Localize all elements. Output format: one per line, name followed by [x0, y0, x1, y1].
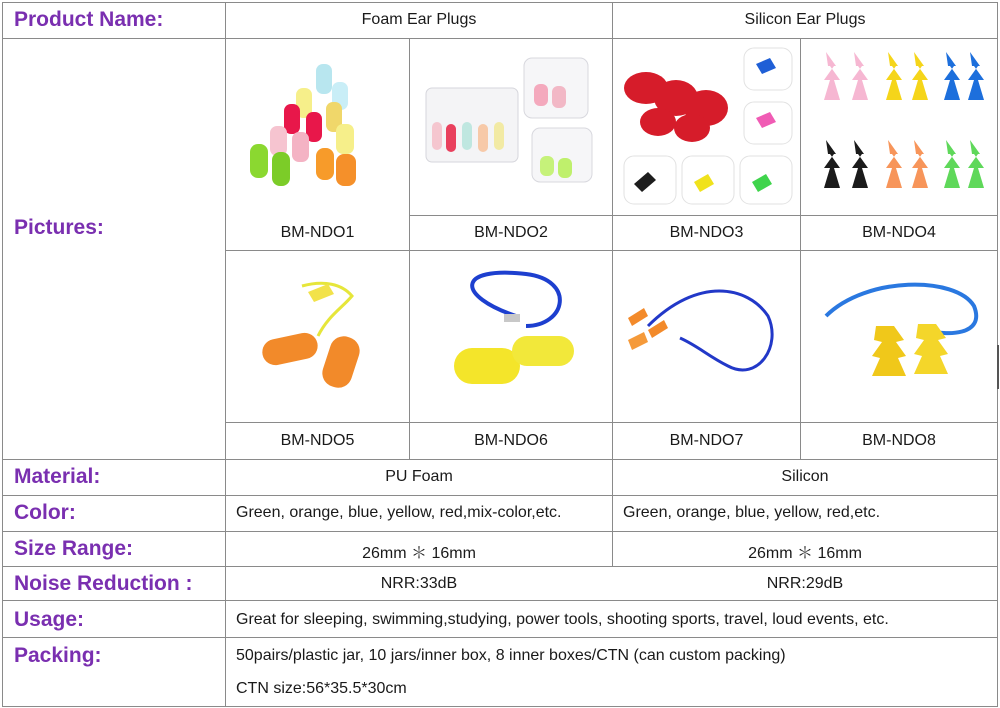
color-foam: Green, orange, blue, yellow, red,mix-color,etc. — [236, 504, 562, 521]
scrollbar-mark — [997, 345, 999, 389]
code-ndo7: BM-NDO7 — [669, 432, 744, 449]
yellow-corded-foam-earplugs-icon — [416, 256, 606, 418]
code-ndo2: BM-NDO2 — [474, 224, 548, 241]
table-border-bottom — [2, 706, 998, 707]
color-silicon: Green, orange, blue, yellow, red,etc. — [623, 504, 881, 521]
row-divider — [2, 495, 998, 496]
noise-reduction-label: Noise Reduction : — [14, 572, 193, 595]
column-divider — [800, 38, 801, 459]
code-ndo1: BM-NDO1 — [280, 224, 355, 241]
code-ndo5: BM-NDO5 — [280, 432, 355, 449]
packing-line-1: 50pairs/plastic jar, 10 jars/inner box, 8 inner boxes/CTN (can custom packing) — [236, 647, 786, 664]
silicone-earplugs-colors-icon — [806, 44, 992, 212]
foam-header: Foam Ear Plugs — [361, 11, 477, 28]
nrr-foam: NRR:33dB — [380, 575, 458, 592]
row-divider — [2, 38, 998, 39]
silicone-earplugs-cases-icon — [618, 44, 796, 212]
row-divider — [2, 566, 998, 567]
color-label: Color: — [14, 501, 76, 524]
orange-corded-silicone-earplugs-icon — [618, 256, 796, 418]
usage-value: Great for sleeping, swimming,studying, power tools, shooting sports, travel, loud events, etc. — [236, 611, 889, 628]
code-ndo6: BM-NDO6 — [474, 432, 548, 449]
usage-label: Usage: — [14, 608, 85, 631]
table-border-top — [2, 2, 998, 3]
material-foam: PU Foam — [385, 468, 453, 485]
yellow-corded-silicone-earplugs-icon — [806, 256, 992, 418]
product-name-label: Product Name: — [14, 8, 164, 31]
code-ndo8: BM-NDO8 — [862, 432, 936, 449]
code-ndo3: BM-NDO3 — [669, 224, 744, 241]
row-divider — [2, 531, 998, 532]
foam-earplugs-case-icon — [416, 44, 606, 212]
table-border-left — [2, 2, 3, 706]
row-divider — [409, 215, 998, 216]
material-silicon: Silicon — [781, 468, 829, 485]
foam-earplugs-multicolor-icon — [232, 44, 404, 212]
row-divider — [2, 600, 998, 601]
packing-line-2: CTN size:56*35.5*30cm — [236, 680, 407, 697]
column-divider — [409, 38, 410, 459]
row-divider — [2, 637, 998, 638]
code-ndo4: BM-NDO4 — [862, 224, 936, 241]
size-foam: 26mm ＊ 16mm — [362, 545, 476, 562]
pictures-label: Pictures: — [14, 216, 104, 239]
packing-label: Packing: — [14, 644, 102, 667]
material-label: Material: — [14, 465, 101, 488]
nrr-silicon: NRR:29dB — [766, 575, 844, 592]
row-divider — [2, 459, 998, 460]
silicon-header: Silicon Ear Plugs — [744, 11, 866, 28]
size-silicon: 26mm ＊ 16mm — [748, 545, 862, 562]
orange-corded-foam-earplugs-icon — [232, 256, 404, 418]
column-divider — [225, 2, 226, 706]
size-range-label: Size Range: — [14, 537, 134, 560]
